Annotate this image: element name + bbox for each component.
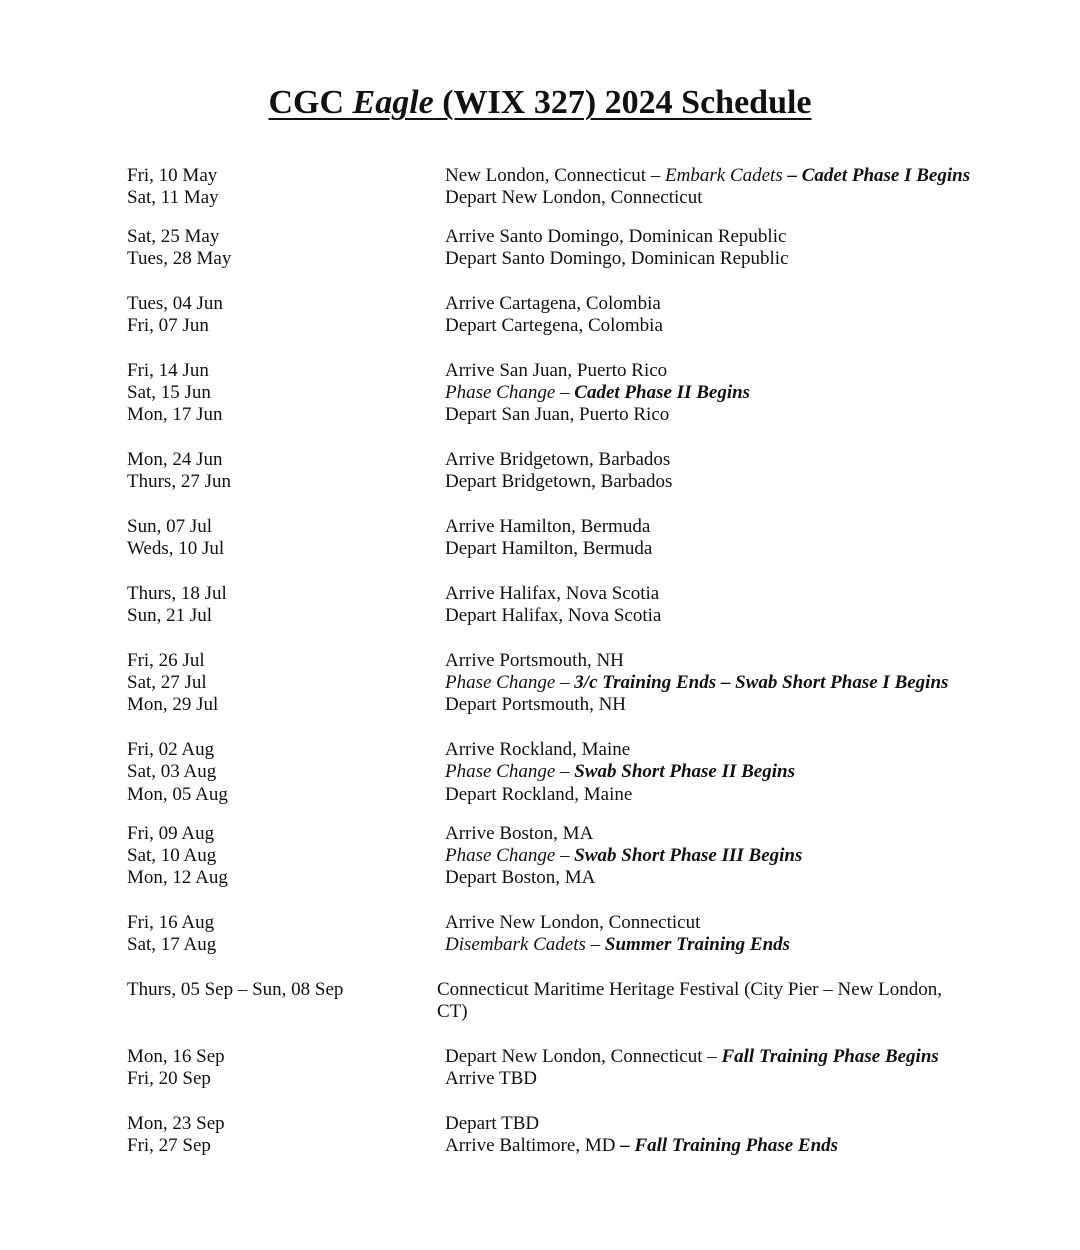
schedule-event [445, 867, 595, 889]
title-text [268, 84, 811, 121]
event-italic-text: Phase Change – [445, 382, 575, 403]
schedule-event [445, 516, 650, 538]
schedule-event [445, 449, 670, 471]
schedule-date: Fri, 07 Jun [127, 315, 209, 336]
event-emphasis-text: Swab Short Phase III Begins [574, 845, 803, 866]
schedule-event [445, 1046, 939, 1068]
schedule-event [445, 650, 624, 672]
event-italic-text: Disembark Cadets – [445, 934, 605, 955]
schedule-date: Sat, 03 Aug [127, 761, 217, 782]
event-text: Depart TBD [445, 1113, 540, 1134]
event-text: Depart New London, Connecticut – [445, 1046, 722, 1067]
schedule-event [445, 293, 661, 315]
event-text: Depart Rockland, Maine [445, 784, 633, 805]
event-text: Arrive Cartagena, Colombia [445, 293, 661, 314]
event-text: Arrive Boston, MA [445, 823, 594, 844]
event-text: Depart Boston, MA [445, 867, 596, 888]
schedule-event [445, 784, 632, 806]
schedule-event [445, 694, 626, 716]
schedule-date: Fri, 26 Jul [127, 650, 205, 671]
schedule-event [445, 382, 750, 404]
schedule-event [445, 360, 667, 382]
event-emphasis-text: Swab Short Phase II Begins [574, 761, 795, 782]
schedule-date: Mon, 24 Jun [127, 449, 223, 470]
title-ship-name: Eagle [352, 84, 434, 121]
event-text: Depart Halifax, Nova Scotia [445, 605, 662, 626]
schedule-event [445, 538, 652, 560]
event-emphasis-text: – Cadet Phase I Begins [782, 165, 971, 186]
title-prefix: CGC [268, 84, 353, 121]
schedule-event [445, 471, 672, 493]
event-text: Depart Cartegena, Colombia [445, 315, 663, 336]
event-text: Arrive Hamilton, Bermuda [445, 516, 651, 537]
event-emphasis-text: Fall Training Phase Begins [721, 1046, 939, 1067]
schedule-event [445, 1068, 537, 1090]
event-text: Depart Santo Domingo, Dominican Republic [445, 248, 789, 269]
event-italic-text: Phase Change – [445, 672, 575, 693]
event-text: Arrive Rockland, Maine [445, 739, 631, 760]
schedule-date: Fri, 10 May [127, 165, 218, 186]
schedule-event [445, 823, 593, 845]
schedule-event [445, 934, 790, 956]
schedule-date: Sat, 25 May [127, 226, 220, 247]
schedule-date: Mon, 05 Aug [127, 784, 228, 805]
event-text: Depart Hamilton, Bermuda [445, 538, 653, 559]
schedule-date: Sat, 11 May [127, 187, 219, 208]
schedule-date: Fri, 02 Aug [127, 739, 215, 760]
schedule-date: Tues, 28 May [127, 248, 232, 269]
event-text: Depart Bridgetown, Barbados [445, 471, 673, 492]
schedule-event [437, 979, 967, 1023]
schedule-date: Sun, 21 Jul [127, 605, 212, 626]
event-text: Arrive Portsmouth, NH [445, 650, 624, 671]
event-text: Arrive San Juan, Puerto Rico [445, 360, 668, 381]
page-title [0, 82, 1080, 124]
schedule-date: Sat, 10 Aug [127, 845, 217, 866]
event-italic-text: Phase Change – [445, 761, 575, 782]
schedule-date: Sun, 07 Jul [127, 516, 212, 537]
event-text: Depart New London, Connecticut [445, 187, 703, 208]
schedule-date: Mon, 23 Sep [127, 1113, 225, 1134]
schedule-date: Mon, 29 Jul [127, 694, 219, 715]
schedule-date: Fri, 16 Aug [127, 912, 215, 933]
event-emphasis-text: Summer Training Ends [604, 934, 791, 955]
schedule-event [445, 165, 970, 187]
schedule-event [445, 187, 702, 209]
schedule-date: Thurs, 05 Sep – Sun, 08 Sep [127, 979, 344, 1000]
schedule-date: Mon, 16 Sep [127, 1046, 225, 1067]
schedule-event [445, 739, 630, 761]
schedule-date: Sat, 17 Aug [127, 934, 217, 955]
schedule-date: Thurs, 27 Jun [127, 471, 231, 492]
schedule-date: Sat, 27 Jul [127, 672, 207, 693]
event-text: Connecticut Maritime Heritage Festival (City Pier – New London, CT) [437, 979, 942, 1022]
event-text: Arrive Bridgetown, Barbados [445, 449, 671, 470]
event-text: Arrive Halifax, Nova Scotia [445, 583, 660, 604]
event-text: New London, Connecticut – [445, 165, 666, 186]
event-emphasis-text: Cadet Phase II Begins [574, 382, 751, 403]
title-suffix: (WIX 327) 2024 Schedule [433, 84, 812, 121]
event-text: Arrive New London, Connecticut [445, 912, 701, 933]
schedule-date: Tues, 04 Jun [127, 293, 223, 314]
schedule-date: Weds, 10 Jul [127, 538, 225, 559]
schedule-event [445, 1113, 539, 1135]
schedule-event [445, 912, 700, 934]
event-italic-text: Embark Cadets [665, 165, 783, 186]
schedule-event [445, 845, 802, 867]
schedule-date: Sat, 15 Jun [127, 382, 211, 403]
schedule-date: Thurs, 18 Jul [127, 583, 227, 604]
schedule-date: Fri, 27 Sep [127, 1135, 211, 1156]
schedule-date: Mon, 12 Aug [127, 867, 228, 888]
event-text: Depart San Juan, Puerto Rico [445, 404, 670, 425]
schedule-event [445, 761, 795, 783]
event-text: Arrive Santo Domingo, Dominican Republic [445, 226, 787, 247]
schedule-date: Fri, 14 Jun [127, 360, 209, 381]
schedule-event [445, 226, 786, 248]
schedule-event [445, 315, 663, 337]
schedule-event [445, 605, 661, 627]
schedule-event [445, 404, 669, 426]
schedule-date: Mon, 17 Jun [127, 404, 223, 425]
schedule-event [445, 1135, 838, 1157]
schedule-event [445, 248, 789, 270]
schedule-event [445, 583, 659, 605]
event-text: Arrive TBD [445, 1068, 537, 1089]
schedule-date: Fri, 20 Sep [127, 1068, 211, 1089]
event-text: Depart Portsmouth, NH [445, 694, 627, 715]
event-emphasis-text: – Fall Training Phase Ends [615, 1135, 839, 1156]
event-text: Arrive Baltimore, MD [445, 1135, 616, 1156]
event-emphasis-text: 3/c Training Ends – Swab Short Phase I Begins [574, 672, 949, 693]
schedule-event [445, 672, 948, 694]
schedule-date: Fri, 09 Aug [127, 823, 215, 844]
event-italic-text: Phase Change – [445, 845, 575, 866]
